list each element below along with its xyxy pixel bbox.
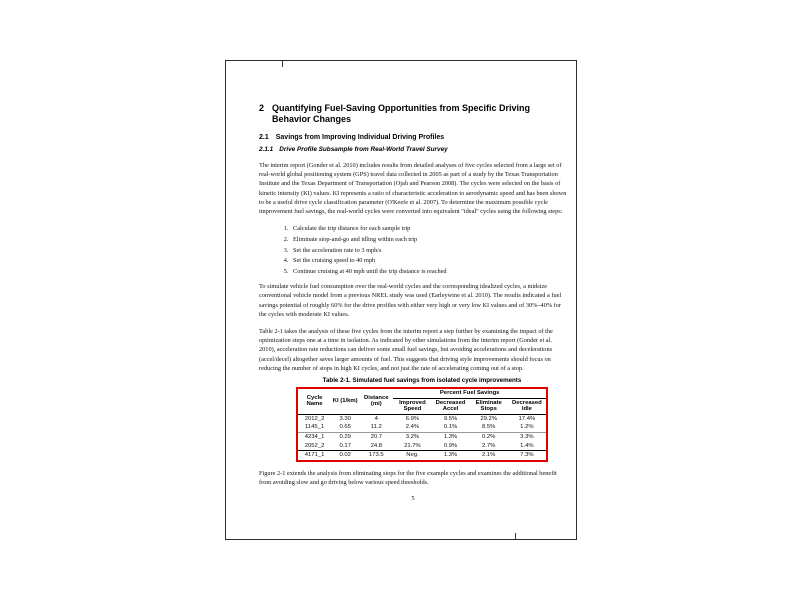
table-cell: 3.30 [339,415,351,422]
section-title: Savings from Improving Individual Driving Profiles [275,134,445,141]
paragraph-intro: The interim report (Gonder et al. 2010) includes results from detailed analyses of five cycles selected from a large set of real-world global positioning system (GPS) travel data collected in 2005 as part of a study by the Texas Transportation Institute and the Texas Department of Transportation (Ojah and Pearson 2008). The cycles were selected on the basis of kinetic intensity (KI) values. KI represents a ratio of characteristic acceleration to aerodynamic speed and has been shown to be a useful drive cycle classification parameter (O'Keefe et al. 2007). To determine the maximum possible cycle improvement fuel savings, the real-world cycles were converted into equivalent "ideal" cycles using the following steps: [259,162,567,216]
table-cell: 2.4% [393,423,431,432]
header-percent-fuel-savings: Percent Fuel Savings [393,389,546,398]
table-cell: 20.7 [370,434,383,441]
paragraph-table-discussion: Table 2-1 takes the analysis of these five cycles from the interim report a step further by examining the impact of the optimization steps one at a time in isolation. As indicated by other simulations from the interim report (Gonder et al. 2010), acceleration rate reductions can deliver some small fuel savings, but avoiding accelerations and decelerations (accel/decel) altogether saves larger amounts of fuel. This suggests that driving style improvements should focus on reducing the number of stops in high KI cycles, and not just the rate of accelerating coming out of a stop. [259,328,553,372]
table-cell: 6.9% [405,415,420,422]
section-heading [259,133,567,142]
table-row [298,423,546,432]
table-cell: 8.5% [470,423,508,432]
table-cell: 4171_1 [304,452,325,459]
table-cell: 1.4% [508,442,546,451]
table-cell: 1.3% [443,434,458,441]
table-cell: 3.2% [405,434,420,441]
list-item: 2. Eliminate stop-and-go and idling within each trip [290,235,567,244]
table-cell: 0.2% [481,434,496,441]
table-cell: 2.7% [470,442,508,451]
table-header [298,389,546,414]
chapter-number: 2 [259,103,265,113]
header-cycle-name: Cycle Name [298,389,331,414]
table-cell: 9.5% [443,415,458,422]
table-row [298,442,546,451]
table-body [298,414,546,459]
table-highlight-box [296,387,548,462]
header-improved-speed: Improved Speed [393,398,431,414]
savings-table [298,389,546,460]
table-cell: 11.2 [359,423,393,432]
list-item: 1. Calculate the trip distance for each sample trip [290,224,567,233]
table-cell: 173.5 [368,452,384,459]
header-eliminate-stops: Eliminate Stops [470,398,508,414]
paragraph-figure-note: Figure 2-1 extends the analysis from eliminating stops for the five example cycles and examines the additional benefit from avoiding slow and go driving below various speed thresholds. [259,469,557,487]
subsection-title: Drive Profile Subsample from Real-World Travel Survey [279,146,448,153]
header-ki: KI (1/km) [331,389,359,414]
header-decreased-idle: Decreased Idle [508,398,546,414]
page-number: 5 [411,495,415,503]
list-item: 5. Continue cruising at 40 mph until the trip distance is reached [290,267,567,276]
table-row [298,451,546,460]
subsection-number: 2.1.1 [259,146,274,153]
table-cell: 2052_2 [298,442,331,451]
table-cell: 0.9% [432,442,470,451]
header-distance: Distance (mi) [359,389,393,414]
table-cell: 2.1% [481,452,496,459]
table-cell: 1.3% [443,452,458,459]
header-decreased-accel: Decreased Accel [432,398,470,414]
table-cell: 24.8 [359,442,393,451]
subsection-heading [259,146,567,154]
table-cell: 17.4% [518,415,536,422]
table-cell: Neg. [406,452,419,459]
margin-tick-bottom [515,533,516,539]
table-cell: 29.2% [480,415,498,422]
table-cell: 0.1% [432,423,470,432]
chapter-title: Quantifying Fuel-Saving Opportunities from Specific Driving Behavior Changes [272,103,531,124]
table-cell: 4 [374,415,378,422]
document-page [225,60,577,540]
idealized-cycle-steps-list [259,224,567,276]
table-cell: 3.3% [520,434,534,441]
table-row [298,433,546,442]
table-title: Table 2-1. Simulated fuel savings from isolated cycle improvements [322,377,522,385]
table-row [298,414,546,423]
paragraph-simulation: To simulate vehicle fuel consumption over the real-world cycles and the corresponding idealized cycles, a midsize conventional vehicle model from a previous NREL study was used (Earleywine et al. 2010). The results indicated a fuel savings potential of roughly 60% for the drive profiles with either very high or very low KI values and of 30%–40% for the cycles with moderate KI values. [259,283,562,318]
table-cell: 4234_1 [304,434,325,441]
table-cell: 0.65 [331,423,359,432]
table-header-row [298,389,546,398]
section-number: 2.1 [259,134,269,141]
table-cell: 21.7% [393,442,431,451]
table-cell: 7.3% [520,452,534,459]
list-item: 3. Set the acceleration rate to 3 mph/s [290,246,567,255]
chapter-heading [259,103,567,125]
table-cell: 0.17 [331,442,359,451]
table-cell: 0.02 [339,452,351,459]
table-cell: 0.29 [339,434,351,441]
list-item: 4. Set the cruising speed to 40 mph [290,256,567,265]
margin-tick-top [282,61,283,67]
table-cell: 1.2% [508,423,546,432]
table-cell: 2012_2 [304,415,325,422]
table-cell: 1145_1 [298,423,331,432]
